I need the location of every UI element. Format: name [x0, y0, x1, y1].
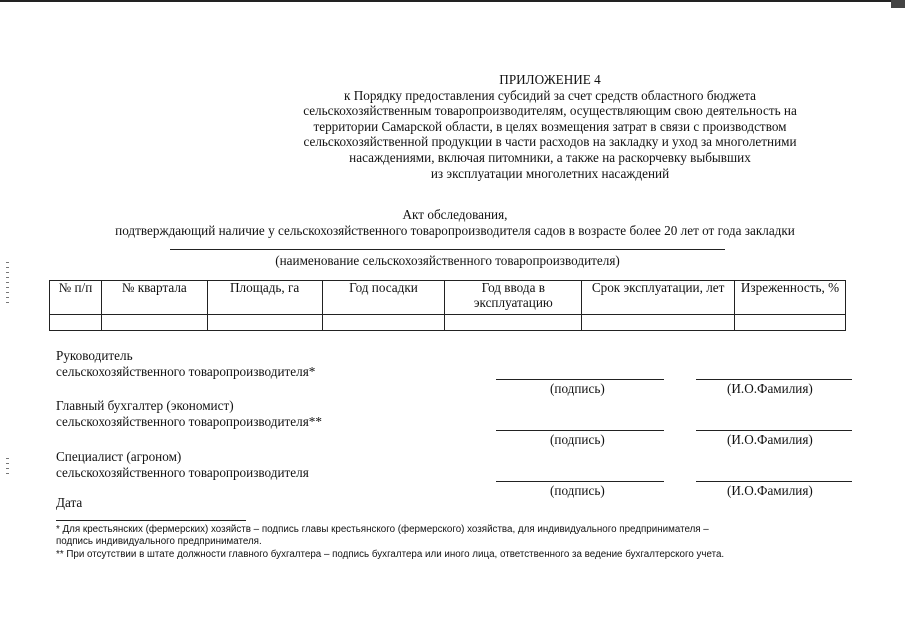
table-cell[interactable] [445, 315, 582, 331]
signature-line[interactable] [496, 430, 664, 431]
footnote-2: ** При отсутствии в штате должности главного бухгалтера – подпись бухгалтера или иного лица, ответственного за ведение бухгалтерского учета. [56, 548, 725, 560]
date-block [56, 495, 82, 511]
signature-block-accountant [56, 398, 322, 429]
appendix-line: из эксплуатации многолетних насаждений [430, 165, 670, 181]
table-cell[interactable] [582, 315, 735, 331]
signature-caption: (подпись) [550, 432, 605, 447]
col-header-service-life: Срок эксплуатации, лет [582, 281, 735, 315]
signatory-title: сельскохозяйственного товаропроизводителя** [56, 413, 322, 429]
scan-edge-top [0, 0, 905, 2]
act-subtitle: подтверждающий наличие у сельскохозяйственного товаропроизводителя садов в возрасте более 20 лет от года закладки [115, 222, 795, 238]
footnotes [56, 524, 856, 561]
name-line[interactable] [696, 379, 852, 380]
name-line[interactable] [696, 481, 852, 482]
table-row [50, 315, 846, 331]
col-header-planting-year: Год посадки [322, 281, 445, 315]
name-caption: (И.О.Фамилия) [727, 483, 813, 498]
signatory-title: сельскохозяйственного товаропроизводителя* [56, 363, 316, 379]
table-cell[interactable] [322, 315, 445, 331]
signature-caption: (подпись) [550, 483, 605, 498]
appendix-line: насаждениями, включая питомники, а также на раскорчевку выбывших [349, 149, 751, 165]
act-title-block [40, 207, 870, 238]
name-caption: (И.О.Фамилия) [727, 381, 813, 396]
col-header-number: № п/п [50, 281, 102, 315]
signatory-title: Руководитель [56, 348, 133, 363]
table-cell[interactable] [101, 315, 207, 331]
name-caption: (И.О.Фамилия) [727, 432, 813, 447]
name-line[interactable] [696, 430, 852, 431]
appendix-number: ПРИЛОЖЕНИЕ 4 [499, 72, 601, 87]
producer-name-field[interactable] [170, 249, 725, 250]
col-header-sparseness: Изреженность, % [735, 281, 846, 315]
footnote-1: * Для крестьянских (фермерских) хозяйств – подпись главы крестьянского (фермерского) хозяйства, для индивидуального предпринимателя – [56, 524, 709, 535]
survey-table [49, 280, 846, 331]
signature-block-specialist [56, 449, 309, 480]
signature-caption: (подпись) [550, 381, 605, 396]
appendix-line: сельскохозяйственным товаропроизводителям, осуществляющим свою деятельность на [303, 103, 797, 119]
col-header-block: № квартала [101, 281, 207, 315]
signatory-title: Специалист (агроном) [56, 449, 182, 464]
appendix-line: территории Самарской области, в целях возмещения затрат в связи с производством [313, 118, 787, 134]
date-label: Дата [56, 495, 83, 510]
table-cell[interactable] [207, 315, 322, 331]
act-title: Акт обследования, [402, 207, 508, 222]
signatory-title: сельскохозяйственного товаропроизводителя [56, 464, 309, 480]
table-cell[interactable] [735, 315, 846, 331]
appendix-line: сельскохозяйственной продукции в части расходов на закладку и уход за многолетними [303, 134, 797, 150]
scan-edge-corner [891, 0, 905, 8]
appendix-line: к Порядку предоставления субсидий за счет средств областного бюджета [344, 87, 756, 103]
scan-artifact-dots [6, 262, 9, 306]
signature-line[interactable] [496, 481, 664, 482]
footnote-1-cont: подпись индивидуального предпринимателя. [56, 536, 262, 548]
col-header-area: Площадь, га [207, 281, 322, 315]
scan-artifact-dots [6, 458, 9, 476]
producer-name-caption: (наименование сельскохозяйственного товаропроизводителя) [275, 253, 620, 268]
signature-line[interactable] [496, 379, 664, 380]
table-cell[interactable] [50, 315, 102, 331]
table-header-row [50, 281, 846, 315]
signature-block-head [56, 348, 315, 379]
signatory-title: Главный бухгалтер (экономист) [56, 398, 234, 413]
appendix-header [270, 72, 830, 181]
footnote-separator [56, 520, 246, 521]
col-header-commission-year: Год ввода в эксплуатацию [445, 281, 582, 315]
